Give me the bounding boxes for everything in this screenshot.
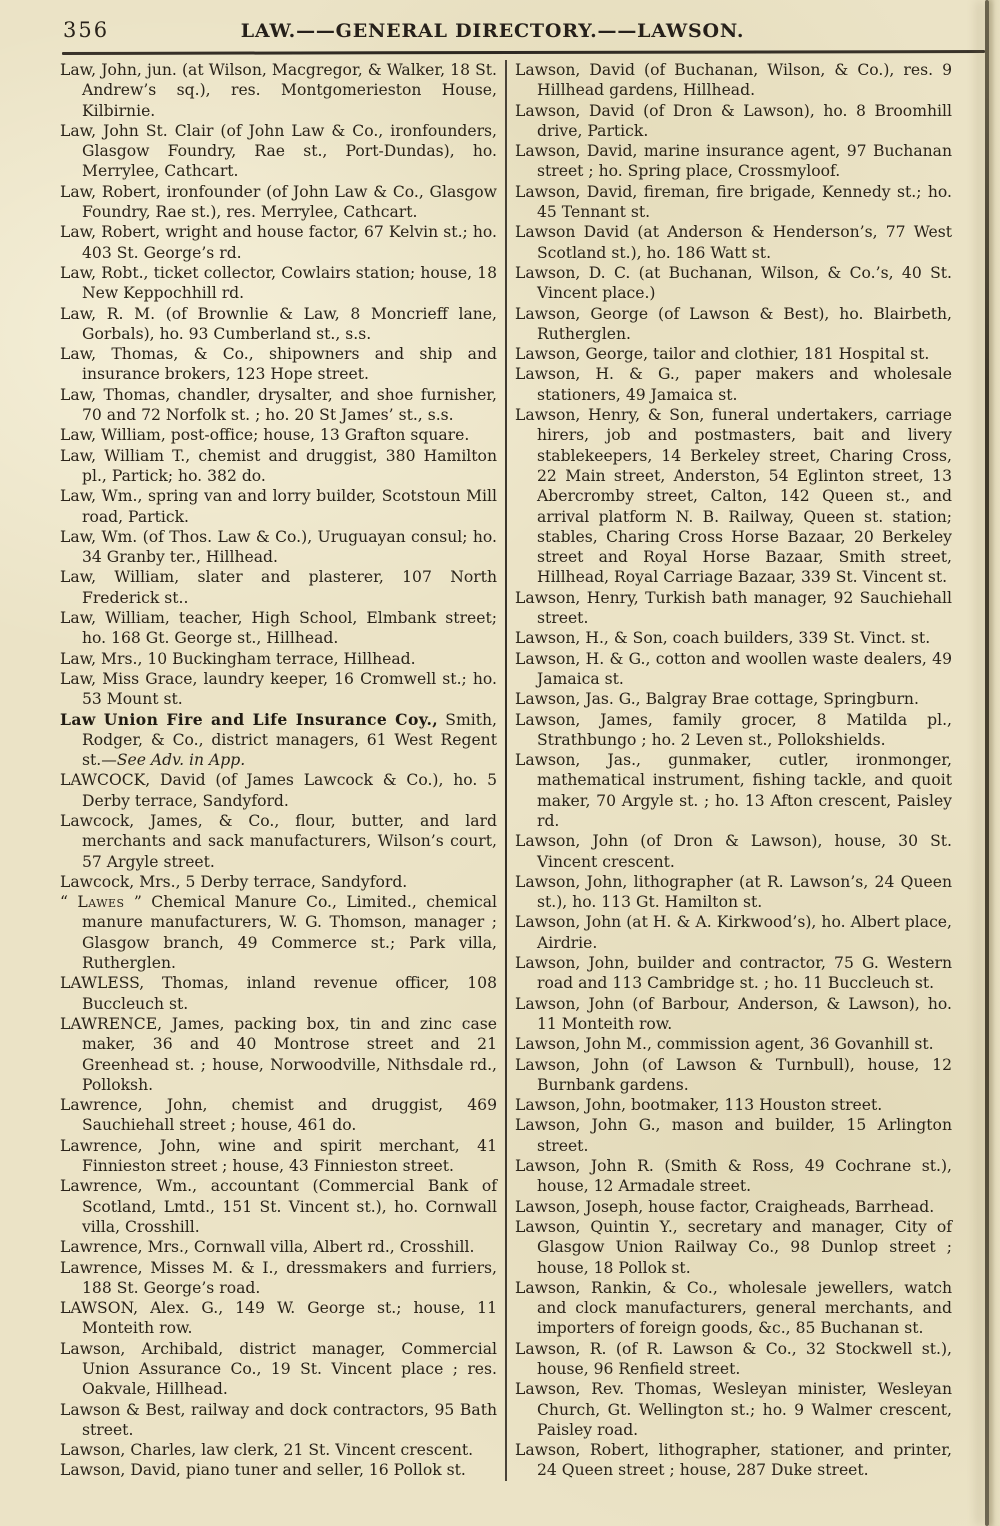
directory-entry [60,1298,497,1339]
entry-text: Lawson, H., & Son, coach builders, 339 St. Vinct. st. [515,629,931,648]
entry-text: Lawson, Quintin Y., secretary and manager, City of Glasgow Union Railway Co., 98 Dunlop street ; house, 18 Pollok st. [515,1217,952,1277]
header-rule [62,50,985,55]
directory-entry [60,121,497,182]
directory-entry [515,1095,952,1115]
directory-entry [60,1440,497,1460]
entry-text: Lawson, Rankin, & Co., wholesale jewellers, watch and clock manufacturers, general merchants, and importers of foreign goods, &c., 85 Buchanan st. [515,1278,952,1338]
page-number: 356 [63,18,110,42]
directory-entry [515,994,952,1035]
entry-text: Lawrence, Misses M. & I., dressmakers and furriers, 188 St. George’s road. [60,1258,497,1297]
directory-entry [60,446,497,487]
entry-text: “ [60,893,78,912]
directory-entry [60,1237,497,1257]
directory-entry [60,486,497,527]
entry-text: Law, Robert, wright and house factor, 67 Kelvin st.; ho. 403 St. George’s rd. [60,223,497,262]
entry-text: Law, William, slater and plasterer, 107 North Frederick st.. [60,568,497,607]
directory-entry [60,1176,497,1237]
entry-text: Lawson, Charles, law clerk, 21 St. Vincent crescent. [60,1441,474,1460]
directory-entry [515,831,952,872]
entry-text: Lawson, H. & G., cotton and woollen waste dealers, 49 Jamaica st. [515,649,952,688]
entry-text: Smith, Rodger, & Co., district managers, 61 West Regent st.— [82,710,497,770]
entry-text: Lawson, John, builder and contractor, 75 G. Western road and 113 Cambridge st. ; ho. 11 Buccleuch st. [515,954,952,993]
entry-text: Lawson, Robert, lithographer, stationer, and printer, 24 Queen street ; house, 287 Duke street. [515,1441,952,1480]
directory-entry [515,588,952,629]
entry-text: Lawson & Best, railway and dock contractors, 95 Bath street. [60,1400,497,1439]
directory-entry [515,1115,952,1156]
entry-text: Lawson, David, marine insurance agent, 97 Buchanan street ; ho. Spring place, Crossmyloof. [515,142,952,181]
entry-text: Lawcock, James, & Co., flour, butter, and lard merchants and sack manufacturers, Wilson’s court, 57 Argyle street. [60,811,497,871]
entry-text: Lawson, Henry, & Son, funeral undertakers, carriage hirers, job and postmasters, bait and livery stablekeepers, 14 Berkeley street, Charing Cross, 22 Main street, Anderston, 54 Eglinton street, 13 Abercromby street, Calton, 142 Queen st., and arrival platform N. B. Railway, Queen st. station; stables, Charing Cross Horse Bazaar, 20 Berkeley street and Royal Horse Bazaar, Smith street, Hillhead, Royal Carriage Bazaar, 339 St. Vincent st. [515,406,952,587]
directory-entry [515,1197,952,1217]
entry-text: Lawson, David (of Dron & Lawson), ho. 8 Broomhill drive, Partick. [515,101,952,140]
directory-entry [60,1258,497,1299]
entry-text: ” Chemical Manure Co., Limited., chemical manure manufacturers, W. G. Thomson, manager ; Glasgow branch, 49 Commerce st.; Park villa, Rutherglen. [82,893,497,973]
directory-entry [60,425,497,445]
directory-entry [60,1460,497,1480]
directory-entry [515,1034,952,1054]
entry-text: Lawson, George, tailor and clothier, 181 Hospital st. [515,345,930,364]
entry-text: Lawson, John, bootmaker, 113 Houston street. [515,1096,883,1115]
entry-text: Lawson, Henry, Turkish bath manager, 92 Sauchiehall street. [515,588,952,628]
directory-entry [515,304,952,345]
directory-entry [60,1400,497,1441]
entry-lead-bold: Law Union Fire and Life Insurance Coy., [60,709,439,729]
directory-entry [60,811,497,872]
directory-entry [515,689,952,709]
entry-text: Law, William, post-office; house, 13 Grafton square. [60,426,470,445]
directory-entry [60,263,497,304]
directory-entry [60,892,497,973]
entry-text: Lawson, John (of Dron & Lawson), house, 30 St. Vincent crescent. [515,832,952,871]
directory-entry [60,182,497,223]
entry-text: Lawson, John, lithographer (at R. Lawson’s, 24 Queen st.), ho. 113 Gt. Hamilton st. [515,872,952,912]
entry-text: Law, Robert, ironfounder (of John Law & Co., Glasgow Foundry, Rae st.), res. Merrylee, Cathcart. [60,182,497,222]
entry-text: Lawson, R. (of R. Lawson & Co., 32 Stockwell st.), house, 96 Renfield street. [515,1339,952,1378]
directory-entry [515,912,952,953]
directory-entry [515,750,952,831]
directory-entry [60,385,497,426]
directory-entry [515,953,952,994]
directory-entry [60,649,497,669]
directory-entry [60,1014,497,1095]
directory-entry [515,649,952,690]
directory-entry [515,1339,952,1380]
entry-text: Lawrence, Mrs., Cornwall villa, Albert rd., Crosshill. [60,1238,475,1257]
directory-entry [515,182,952,223]
directory-entry [515,1278,952,1339]
page-title: LAW.——GENERAL DIRECTORY.——LAWSON. [240,20,745,42]
directory-entry [60,344,497,385]
entry-text: Lawson, H. & G., paper makers and wholesale stationers, 49 Jamaica st. [515,365,952,404]
directory-entry [515,405,952,588]
right-column [515,60,952,1481]
directory-entry [515,872,952,913]
entry-text: Lawson, John (of Lawson & Turnbull), house, 12 Burnbank gardens. [515,1055,952,1094]
directory-entry [60,527,497,568]
entry-text: Lawson, D. C. (at Buchanan, Wilson, & Co.’s, 40 St. Vincent place.) [515,263,952,303]
entry-text: Law, Wm., spring van and lorry builder, Scotstoun Mill road, Partick. [60,487,497,526]
directory-entry [60,608,497,649]
directory-entry [515,1379,952,1440]
directory-entry [60,710,497,771]
directory-entry [60,669,497,710]
directory-entry [515,628,952,648]
entry-text: Lawson, John R. (Smith & Ross, 49 Cochrane st.), house, 12 Armadale street. [515,1157,952,1196]
entry-text: Lawson, David (of Buchanan, Wilson, & Co.), res. 9 Hillhead gardens, Hillhead. [515,61,952,100]
columns-container [60,60,952,1481]
directory-entry [515,60,952,101]
entry-text: Law, Wm. (of Thos. Law & Co.), Uruguayan consul; ho. 34 Granby ter., Hillhead. [60,527,497,567]
left-column [60,60,497,1481]
directory-entry [60,770,497,811]
entry-smallcaps-name: Lawes [77,893,125,912]
page-edge-shadow [985,0,989,1526]
entry-text: Lawson, John G., mason and builder, 15 Arlington street. [515,1116,952,1155]
entry-text: Law, Thomas, & Co., shipowners and ship and insurance brokers, 123 Hope street. [60,345,497,384]
directory-entry [515,101,952,142]
directory-entry [515,1440,952,1481]
entry-text: LAWCOCK, David (of James Lawcock & Co.), ho. 5 Derby terrace, Sandyford. [60,771,497,810]
directory-entry [515,364,952,405]
entry-text: Lawrence, John, chemist and druggist, 469 Sauchiehall street ; house, 461 do. [60,1096,497,1135]
directory-entry [515,263,952,304]
directory-entry [515,1055,952,1096]
directory-entry [60,1339,497,1400]
entry-text: Law, Miss Grace, laundry keeper, 16 Cromwell st.; ho. 53 Mount st. [60,669,497,709]
entry-text: Law, Robt., ticket collector, Cowlairs station; house, 18 New Keppochhill rd. [60,263,497,303]
entry-text: Law, Thomas, chandler, drysalter, and shoe furnisher, 70 and 72 Norfolk st. ; ho. 20 St James’ st., s.s. [60,385,497,425]
entry-text: Lawson, Jas. G., Balgray Brae cottage, Springburn. [515,690,919,709]
directory-entry [60,222,497,263]
directory-entry [60,1136,497,1177]
column-divider [505,60,507,1481]
directory-entry [515,141,952,182]
entry-text: Lawrence, John, wine and spirit merchant, 41 Finnieston street ; house, 43 Finnieston street. [60,1136,497,1176]
page-header [0,12,985,52]
entry-text: Lawcock, Mrs., 5 Derby terrace, Sandyford. [60,872,408,891]
entry-text: Lawson, Joseph, house factor, Craigheads, Barrhead. [515,1197,935,1216]
directory-entry [515,1156,952,1197]
entry-text: Lawson, John (at H. & A. Kirkwood’s), ho. Albert place, Airdrie. [515,913,952,952]
entry-text: Lawson, David, piano tuner and seller, 16 Pollok st. [60,1461,466,1480]
directory-entry [60,304,497,345]
entry-text: Lawson, David, fireman, fire brigade, Kennedy st.; ho. 45 Tennant st. [515,182,952,222]
entry-text: Lawson, Archibald, district manager, Commercial Union Assurance Co., 19 St. Vincent place ; res. Oakvale, Hillhead. [60,1339,497,1399]
directory-entry [60,872,497,892]
entry-text: Lawson, John M., commission agent, 36 Govanhill st. [515,1035,934,1054]
directory-entry [515,710,952,751]
entry-text: Law, John St. Clair (of John Law & Co., ironfounders, Glasgow Foundry, Rae st., Port-Dundas), ho. Merrylee, Cathcart. [60,121,497,181]
directory-entry [515,222,952,263]
entry-text: LAWLESS, Thomas, inland revenue officer, 108 Buccleuch st. [60,974,497,1013]
entry-text: Lawson, John (of Barbour, Anderson, & Lawson), ho. 11 Monteith row. [515,994,952,1033]
entry-text: Law, R. M. (of Brownlie & Law, 8 Moncrieff lane, Gorbals), ho. 93 Cumberland st., s.s. [60,304,497,343]
entry-text: Lawson, James, family grocer, 8 Matilda pl., Strathbungo ; ho. 2 Leven st., Pollokshields. [515,710,952,749]
entry-see-advert-note: See Adv. in App. [116,751,246,770]
entry-text: Lawson, Jas., gunmaker, cutler, ironmonger, mathematical instrument, fishing tackle, and quoit maker, 70 Argyle st. ; ho. 13 Afton crescent, Paisley rd. [515,751,952,830]
directory-entry [60,1095,497,1136]
page-edge-paper [989,0,1000,1526]
directory-entry [60,973,497,1014]
directory-entry [60,567,497,608]
entry-text: Law, William T., chemist and druggist, 380 Hamilton pl., Partick; ho. 382 do. [60,446,497,485]
entry-text: Lawson David (at Anderson & Henderson’s, 77 West Scotland st.), ho. 186 Watt st. [515,223,952,262]
entry-text: Law, John, jun. (at Wilson, Macgregor, & Walker, 18 St. Andrew’s sq.), res. Montgomerieston House, Kilbirnie. [60,61,497,120]
entry-text: LAWRENCE, James, packing box, tin and zinc case maker, 36 and 40 Montrose street and 21 Greenhead st. ; house, Norwoodville, Nithsdale rd., Polloksh. [60,1014,497,1094]
directory-entry [515,344,952,364]
entry-text: Law, William, teacher, High School, Elmbank street; ho. 168 Gt. George st., Hillhead. [60,609,497,648]
entry-text: Law, Mrs., 10 Buckingham terrace, Hillhead. [60,649,416,668]
entry-text: Lawrence, Wm., accountant (Commercial Bank of Scotland, Lmtd., 151 St. Vincent st.), ho. Cornwall villa, Crosshill. [60,1177,497,1236]
directory-entry [515,1217,952,1278]
directory-entry [60,60,497,121]
entry-text: LAWSON, Alex. G., 149 W. George st.; house, 11 Monteith row. [60,1299,497,1338]
entry-text: Lawson, Rev. Thomas, Wesleyan minister, Wesleyan Church, Gt. Wellington st.; ho. 9 Walmer crescent, Paisley road. [515,1380,952,1439]
entry-text: Lawson, George (of Lawson & Best), ho. Blairbeth, Rutherglen. [515,304,952,343]
